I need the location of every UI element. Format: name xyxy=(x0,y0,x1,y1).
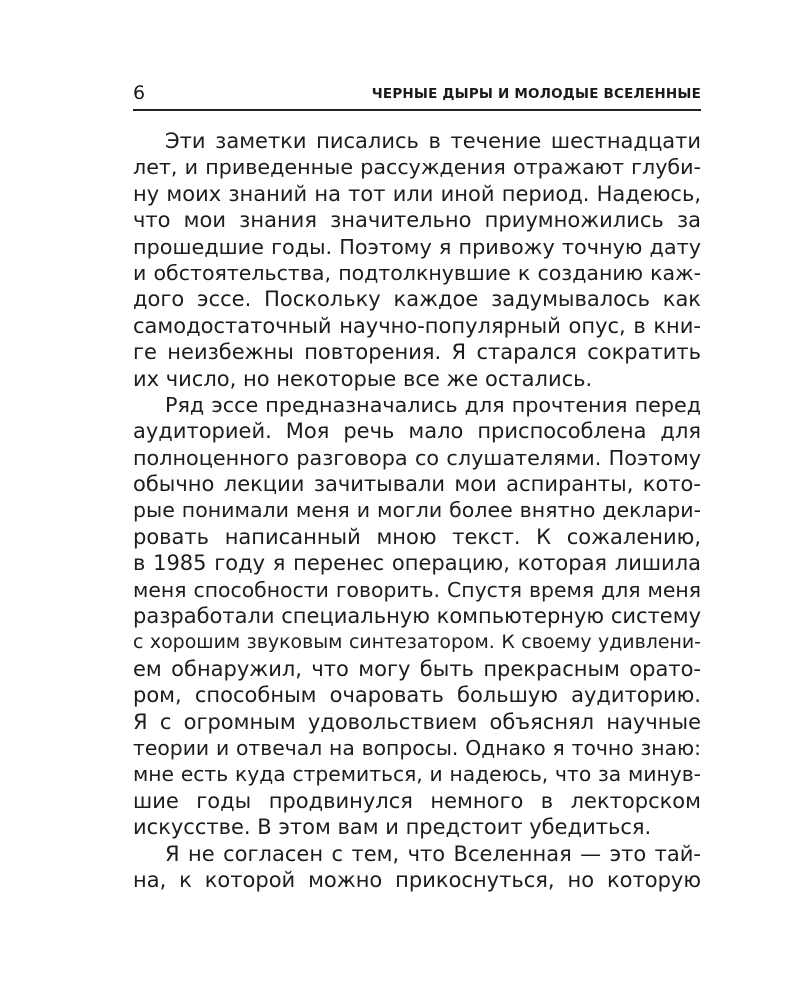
text-line: разработали специальную компьютерную систему xyxy=(133,604,701,629)
text-line: мне есть куда стремиться, и надеюсь, что за минув- xyxy=(133,762,701,787)
text-line: аудиторией. Моя речь мало приспособлена для xyxy=(133,419,701,444)
text-line: дого эссе. Поскольку каждое задумывалось как xyxy=(133,287,701,312)
text-line: и обстоятельства, подтолкнувшие к созданию каж- xyxy=(133,260,701,285)
text-line: самодостаточный научно-популярный опус, в кни- xyxy=(133,313,701,338)
text-line: ром, способным очаровать большую аудиторию. xyxy=(133,683,701,708)
paragraph-2 xyxy=(133,392,701,841)
text-line: ну моих знаний на тот или иной период. Надеюсь, xyxy=(133,181,701,206)
text-line: шие годы продвинулся немного в лекторском xyxy=(133,788,701,813)
text-line: ем обнаружил, что могу быть прекрасным орато- xyxy=(133,656,701,681)
header-rule xyxy=(133,109,701,111)
text-line: в 1985 году я перенес операцию, которая лишила xyxy=(133,551,701,576)
paragraph-3 xyxy=(133,841,701,894)
text-line: ровать написанный мною текст. К сожалению, xyxy=(133,524,701,549)
text-line: их число, но некоторые все же остались. xyxy=(133,366,593,391)
text-line: Я не согласен с тем, что Вселенная — это тай- xyxy=(165,841,701,866)
text-line: Я с огромным удовольствием объяснял научные xyxy=(133,709,701,734)
text-line: Ряд эссе предназначались для прочтения перед xyxy=(165,392,701,417)
text-line: лет, и приведенные рассуждения отражают глуби- xyxy=(133,155,701,180)
text-line: рые понимали меня и могли более внятно деклари- xyxy=(133,498,701,523)
page-number: 6 xyxy=(133,82,146,104)
running-title: ЧЕРНЫЕ ДЫРЫ И МОЛОДЫЕ ВСЕЛЕННЫЕ xyxy=(371,86,701,102)
text-line: теории и отвечал на вопросы. Однако я точно знаю: xyxy=(133,735,701,760)
text-line: Эти заметки писались в течение шестнадцати xyxy=(165,129,701,153)
body-text xyxy=(133,128,701,893)
text-line: прошедшие годы. Поэтому я привожу точную дату xyxy=(133,234,701,259)
text-line: обычно лекции зачитывали мои аспиранты, кото- xyxy=(133,472,701,497)
text-line: с хорошим звуковым синтезатором. К своему удивлени- xyxy=(133,631,701,654)
text-line: искусстве. В этом вам и предстоит убедиться. xyxy=(133,815,652,840)
text-line: что мои знания значительно приумножились за xyxy=(133,208,701,233)
paragraph-1 xyxy=(133,128,701,392)
running-header xyxy=(133,78,701,106)
text-line: на, к которой можно прикоснуться, но которую xyxy=(133,867,701,892)
text-line: ге неизбежны повторения. Я старался сократить xyxy=(133,340,701,365)
text-line: меня способности говорить. Спустя время для меня xyxy=(133,577,701,602)
text-line: полноценного разговора со слушателями. Поэтому xyxy=(133,445,701,470)
